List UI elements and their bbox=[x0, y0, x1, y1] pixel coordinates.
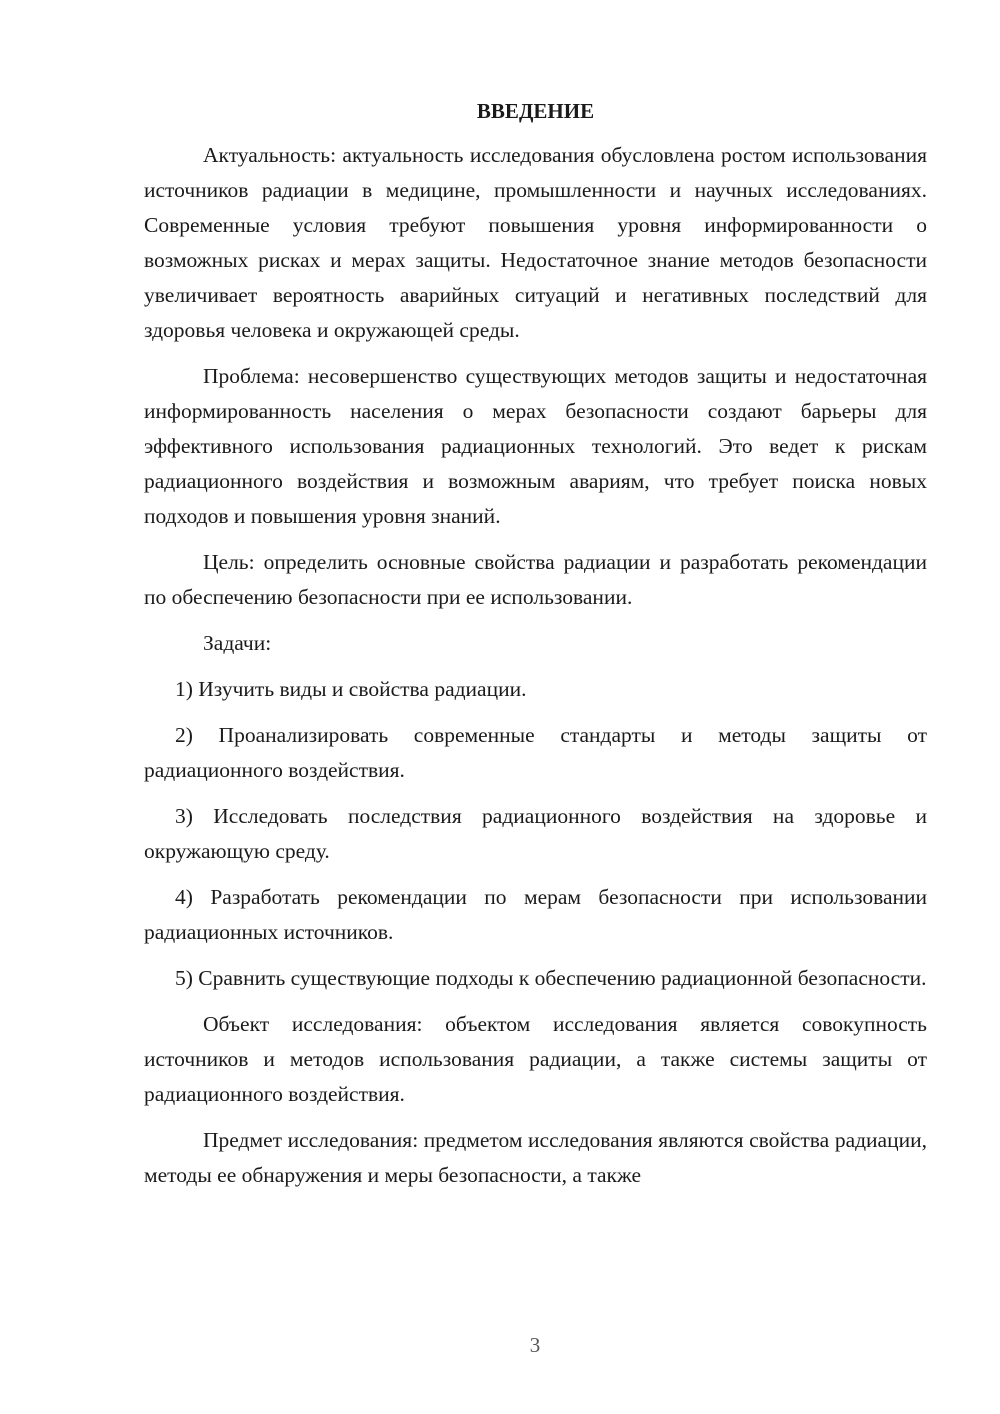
page-number: 3 bbox=[529, 1333, 541, 1357]
paragraph-object: Объект исследования: объектом исследования является совокупность источников и методов использования радиации, а также системы защиты от радиационного воздействия. bbox=[144, 1012, 927, 1106]
task-item-2: 2) Проанализировать современные стандарты и методы защиты от радиационного воздействия. bbox=[144, 723, 927, 782]
paragraph-problem: Проблема: несовершенство существующих методов защиты и недостаточная информированность населения о мерах безопасности создают барьеры для эффективного использования радиационных технологий. Это ведет к рискам радиационного воздействия и возможным авариям, что требует поиска новых подходов и повышения уровня знаний. bbox=[144, 364, 927, 528]
task-item-5: 5) Сравнить существующие подходы к обеспечению радиационной безопасности. bbox=[175, 966, 927, 990]
paragraph-relevance: Актуальность: актуальность исследования обусловлена ростом использования источников радиации в медицине, промышленности и научных исследованиях. Современные условия требуют повышения уровня информированности о возможных рисках и мерах защиты. Недостаточное знание методов безопасности увеличивает вероятность аварийных ситуаций и негативных последствий для здоровья человека и окружающей среды. bbox=[144, 143, 927, 342]
tasks-heading: Задачи: bbox=[203, 631, 272, 655]
page-title: ВВЕДЕНИЕ bbox=[476, 99, 595, 123]
task-item-1: 1) Изучить виды и свойства радиации. bbox=[175, 677, 527, 701]
task-item-3: 3) Исследовать последствия радиационного воздействия на здоровье и окружающую среду. bbox=[144, 804, 927, 863]
paragraph-subject: Предмет исследования: предметом исследования являются свойства радиации, методы ее обнаружения и меры безопасности, а также bbox=[144, 1128, 927, 1187]
paragraph-goal: Цель: определить основные свойства радиации и разработать рекомендации по обеспечению безопасности при ее использовании. bbox=[144, 550, 927, 609]
document-page bbox=[144, 96, 927, 1193]
task-item-4: 4) Разработать рекомендации по мерам безопасности при использовании радиационных источников. bbox=[144, 885, 927, 944]
